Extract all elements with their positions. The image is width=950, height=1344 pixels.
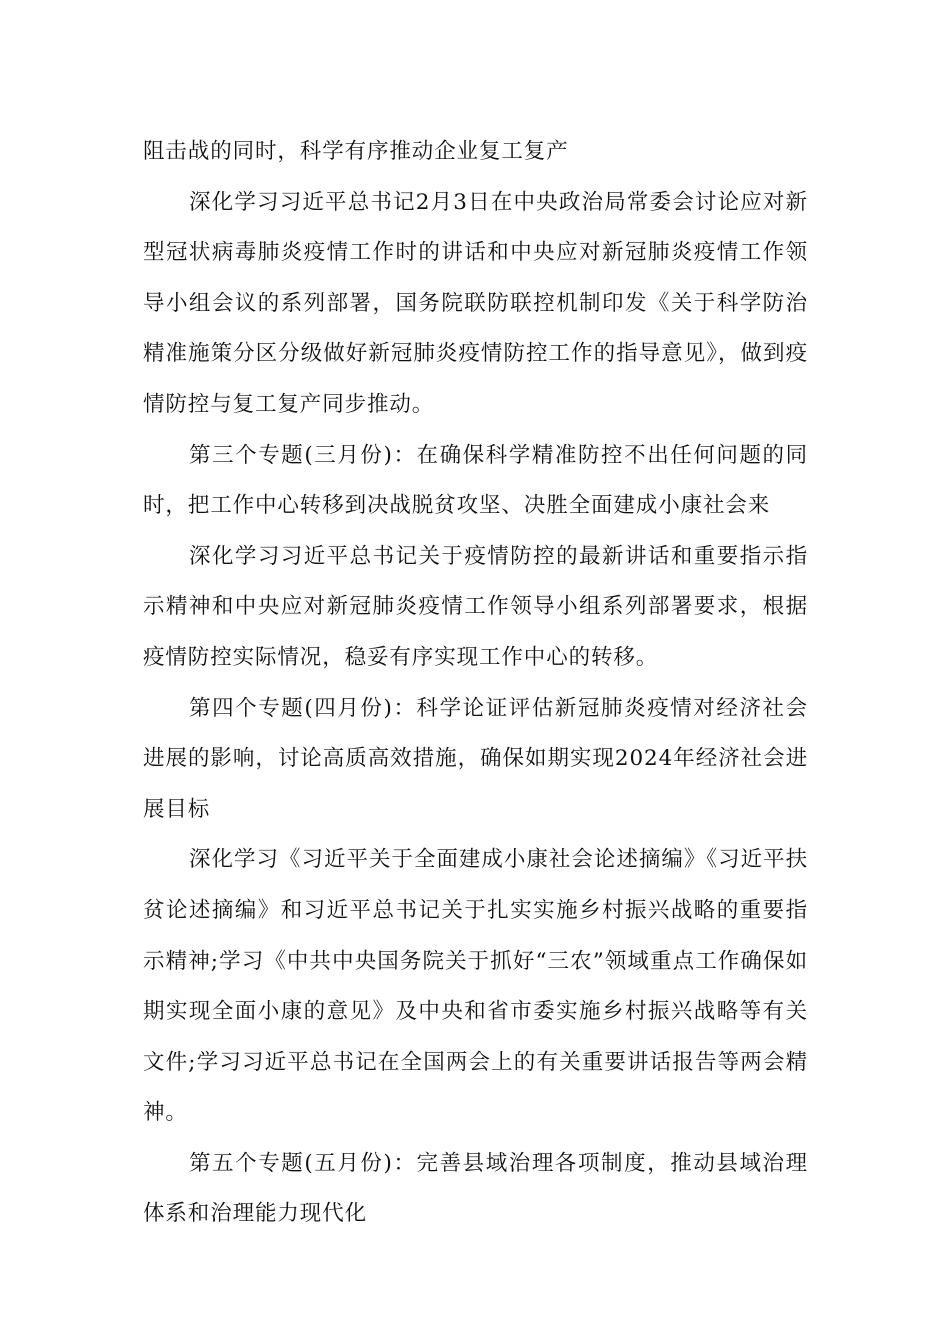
paragraph-study-apr: 深化学习《习近平关于全面建成小康社会论述摘编》《习近平扶贫论述摘编》和习近平总书记关于扎实实施乡村振兴战略的重要指示精神;学习《中共中央国务院关于抓好“三农”领域重点工作确保如期实现全面小康的意见》及中央和省市委实施乡村振兴战略等有关文件;学习习近平总书记在全国两会上的有关重要讲话报告等两会精神。 [143,847,808,1126]
paragraph-topic-four: 第四个专题(四月份)：科学论证评估新冠肺炎疫情对经济社会进展的影响，讨论高质高效措施，确保如期实现2024年经济社会进展目标 [143,695,808,822]
paragraph-topic-three: 第三个专题(三月份)：在确保科学精准防控不出任何问题的同时，把工作中心转移到决战脱贫攻坚、决胜全面建成小康社会来 [143,442,808,519]
paragraph-study-feb: 深化学习习近平总书记2月3日在中央政治局常委会讨论应对新型冠状病毒肺炎疫情工作时的讲话和中央应对新冠肺炎疫情工作领导小组会议的系列部署，国务院联防联控机制印发《关于科学防治精准施策分区分级做好新冠肺炎疫情防控工作的指导意见》，做到疫情防控与复工复产同步推动。 [143,189,808,417]
paragraph-continuation: 阻击战的同时，科学有序推动企业复工复产 [143,139,569,164]
paragraph-topic-five: 第五个专题(五月份)：完善县域治理各项制度，推动县域治理体系和治理能力现代化 [143,1150,808,1227]
paragraph-study-mar: 深化学习习近平总书记关于疫情防控的最新讲话和重要指示指示精神和中央应对新冠肺炎疫情工作领导小组系列部署要求，根据疫情防控实际情况，稳妥有序实现工作中心的转移。 [143,543,808,670]
